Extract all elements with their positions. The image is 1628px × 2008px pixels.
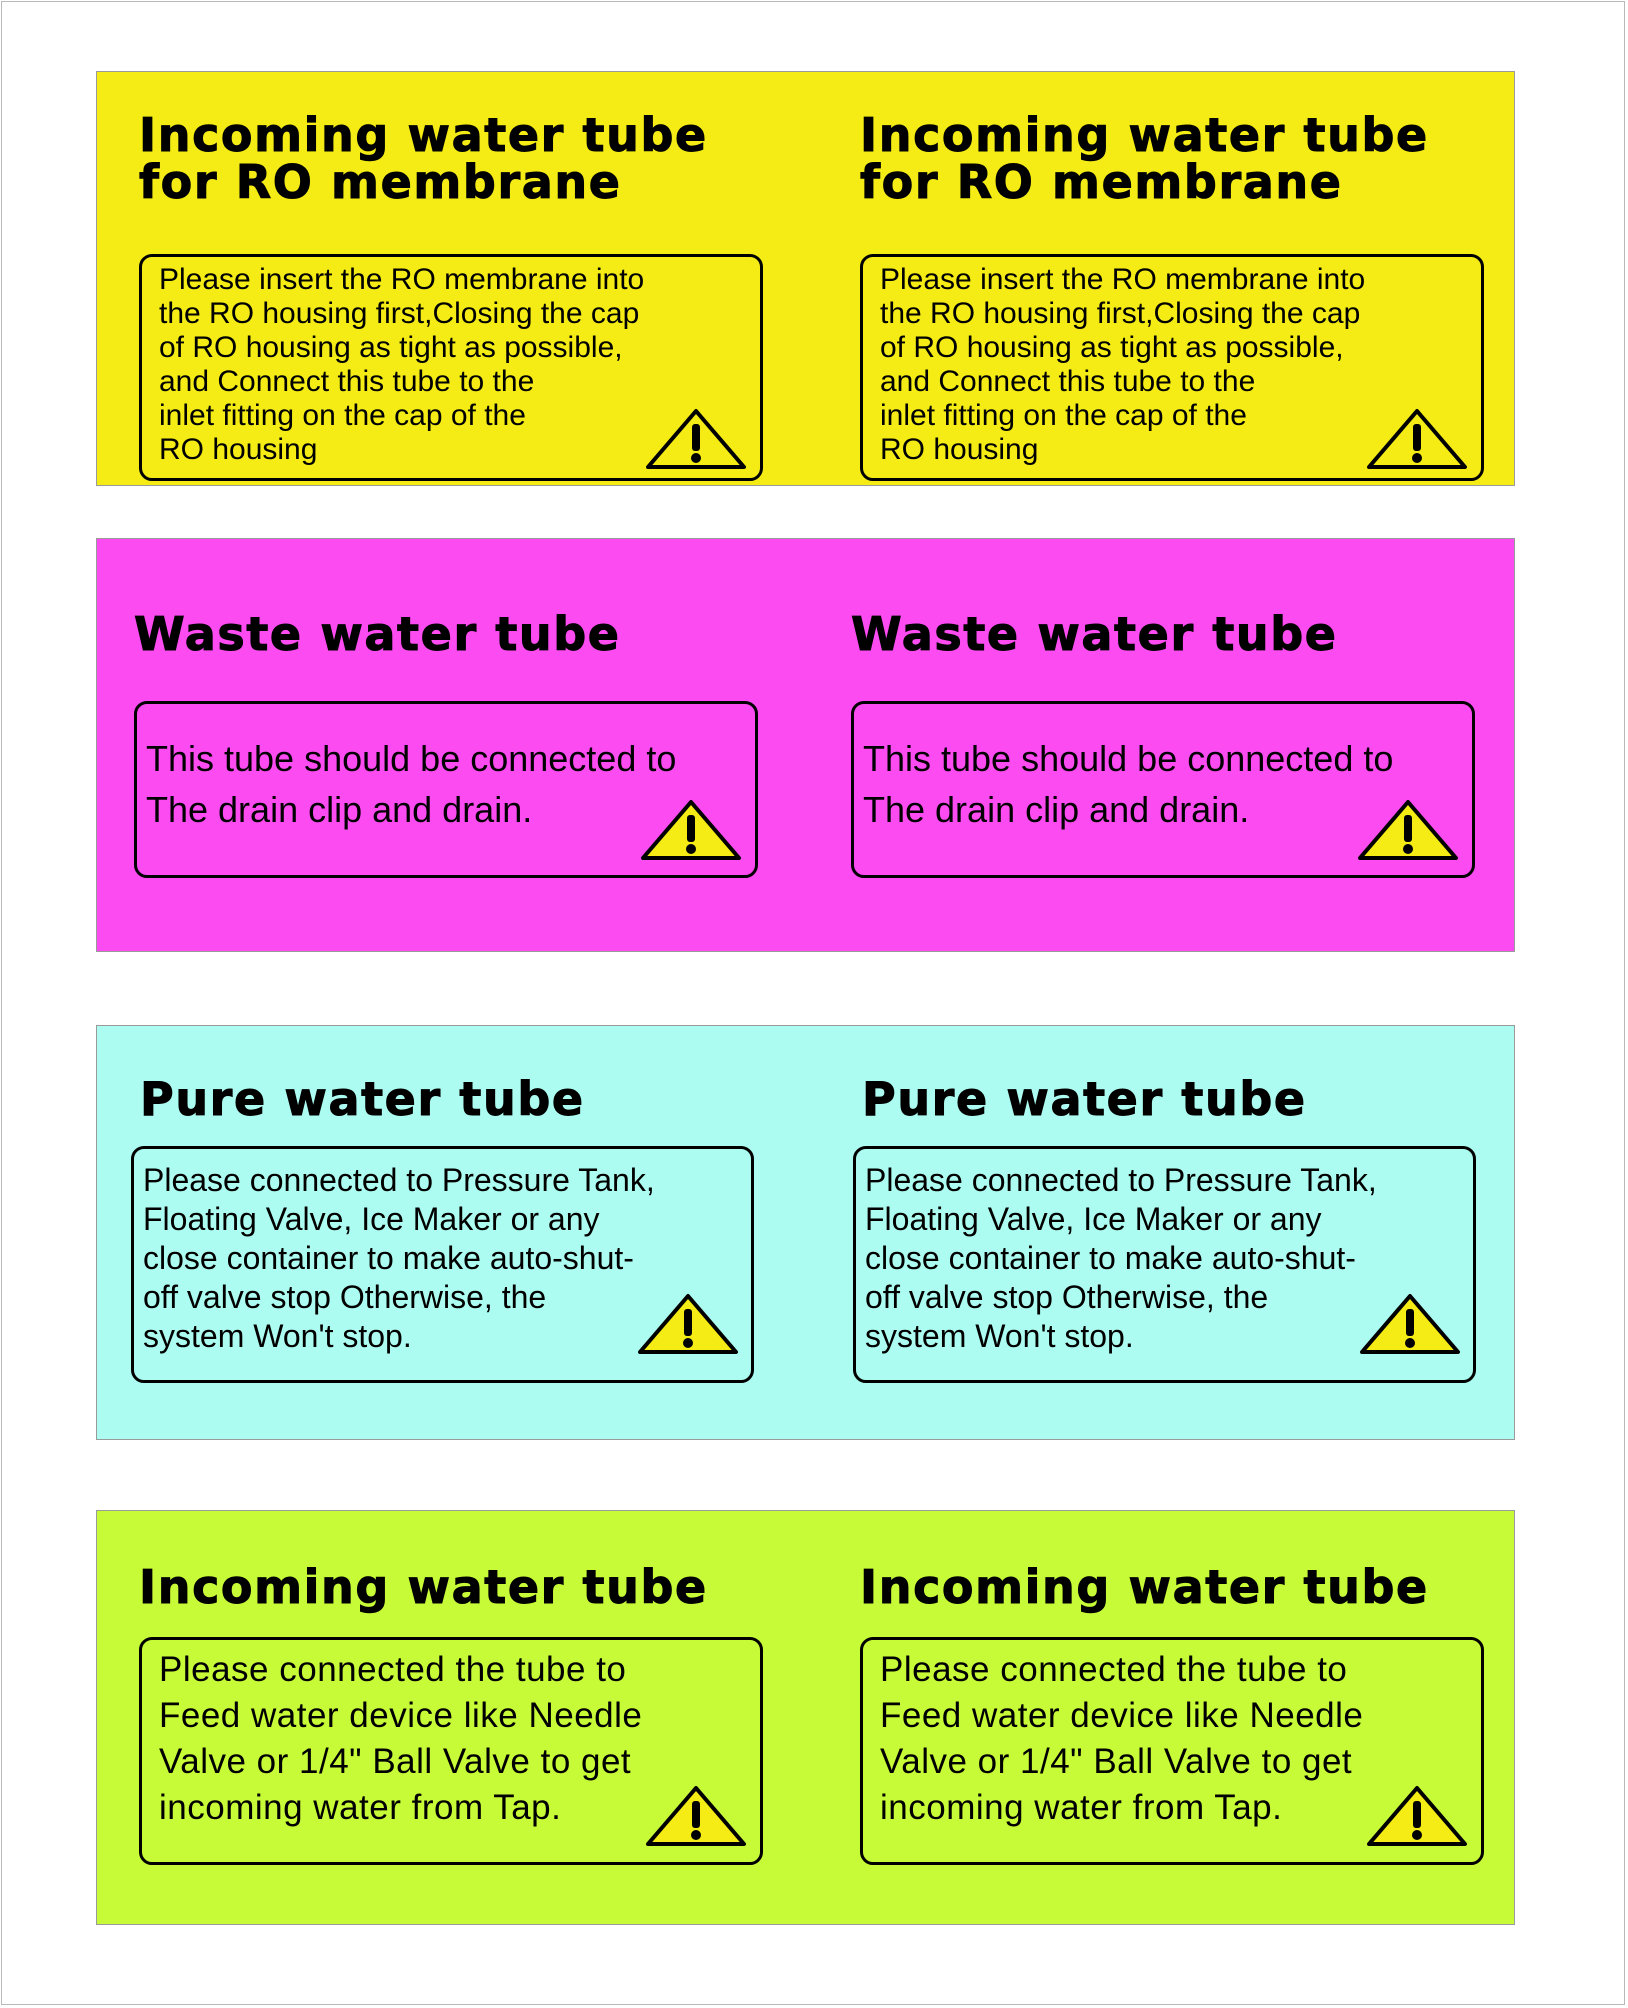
label-title: Incoming water tube [139,1560,708,1614]
label-instruction-box [139,254,763,481]
label-instruction-text: Please insert the RO membrane into the RO housing first,Closing the cap of RO housing as tight as possible, and Connect this tube to the inlet fitting on the cap of the RO housing [159,263,645,466]
label-instruction-box [139,1637,763,1865]
warning-triangle-icon [1365,406,1469,472]
label-title: Pure water tube [862,1072,1307,1126]
label-instruction-box [131,1146,754,1383]
label-instruction-text: Please connected the tube to Feed water device like Needle Valve or 1/4" Ball Valve to get incoming water from Tap. [159,1650,643,1827]
band-ro-membrane [96,71,1515,486]
band-incoming [96,1510,1515,1925]
label-instruction-text: Please insert the RO membrane into the RO housing first,Closing the cap of RO housing as tight as possible, and Connect this tube to the inlet fitting on the cap of the RO housing [880,263,1366,466]
label-instruction-box [860,1637,1484,1865]
warning-triangle-icon [636,1291,740,1357]
label-title: Incoming water tube for RO membrane [860,108,1429,209]
label-title: Pure water tube [140,1072,585,1126]
warning-triangle-icon [639,797,743,863]
label-instruction-box [860,254,1484,481]
label-instruction-text: This tube should be connected to The drain clip and drain. [146,738,677,830]
warning-triangle-icon [1358,1291,1462,1357]
label-instruction-text: Please connected to Pressure Tank, Floating Valve, Ice Maker or any close container to make auto-shut- off valve stop Otherwise, the system Won't stop. [865,1162,1377,1354]
label-title: Incoming water tube for RO membrane [139,108,708,209]
label-instruction-text: This tube should be connected to The drain clip and drain. [863,738,1394,830]
label-instruction-box [134,701,758,878]
label-title: Incoming water tube [860,1560,1429,1614]
label-title: Waste water tube [851,607,1338,661]
label-instruction-text: Please connected the tube to Feed water device like Needle Valve or 1/4" Ball Valve to get incoming water from Tap. [880,1650,1364,1827]
warning-triangle-icon [644,406,748,472]
label-instruction-text: Please connected to Pressure Tank, Floating Valve, Ice Maker or any close container to make auto-shut- off valve stop Otherwise, the system Won't stop. [143,1162,655,1354]
band-pure [96,1025,1515,1440]
label-title: Waste water tube [134,607,621,661]
warning-triangle-icon [1365,1783,1469,1849]
band-waste [96,538,1515,952]
warning-triangle-icon [644,1783,748,1849]
warning-triangle-icon [1356,797,1460,863]
label-instruction-box [853,1146,1476,1383]
label-instruction-box [851,701,1475,878]
